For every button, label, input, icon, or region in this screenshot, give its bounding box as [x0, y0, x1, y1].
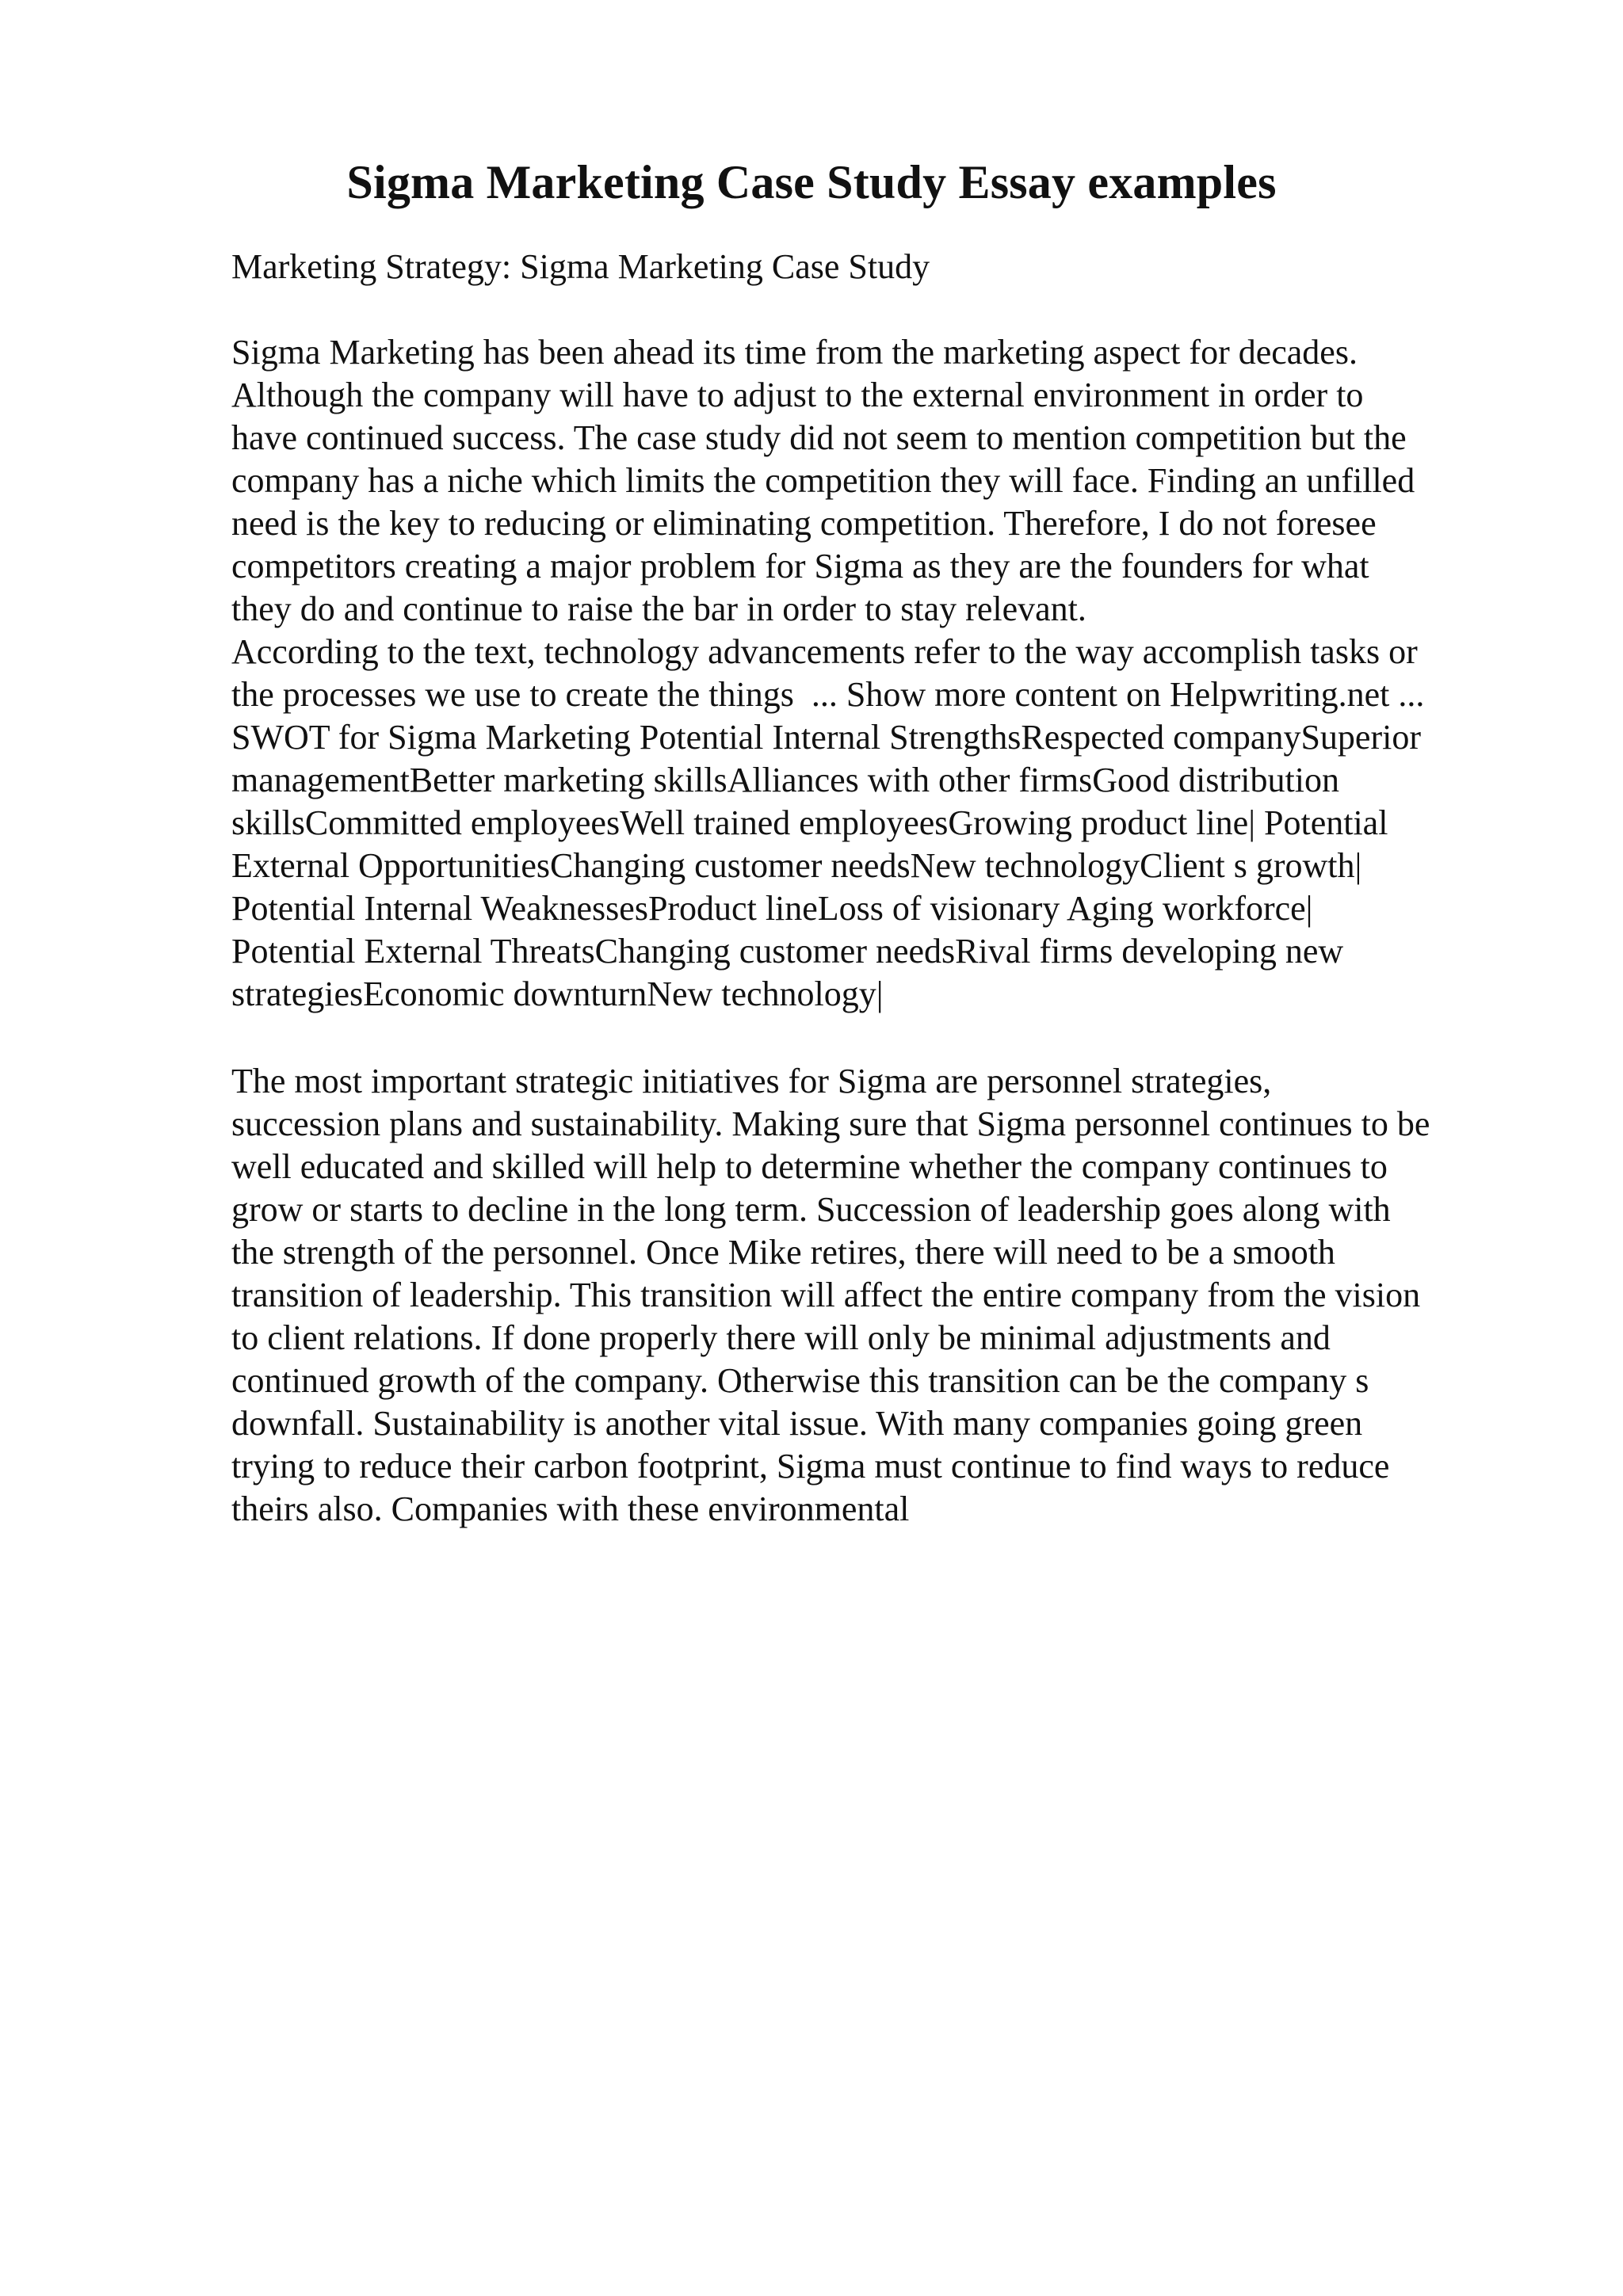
text-line: competitors creating a major problem for Sigma as they are the founders for what: [231, 547, 1369, 585]
paragraph-intro: [231, 331, 1515, 1016]
text-line: continued growth of the company. Otherwise this transition can be the company s: [231, 1361, 1369, 1400]
text-line: strategiesEconomic downturnNew technology|: [231, 974, 884, 1013]
document-subtitle: Marketing Strategy: Sigma Marketing Case Study: [231, 247, 930, 286]
text-line: downfall. Sustainability is another vital issue. With many companies going green: [231, 1404, 1363, 1443]
document-title: Sigma Marketing Case Study Essay examples: [346, 156, 1277, 208]
text-line: External OpportunitiesChanging customer needsNew technologyClient s growth|: [231, 846, 1362, 885]
text-line: company has a niche which limits the competition they will face. Finding an unfilled: [231, 461, 1415, 500]
text-line: trying to reduce their carbon footprint, Sigma must continue to find ways to reduce: [231, 1447, 1390, 1486]
text-line: Sigma Marketing has been ahead its time from the marketing aspect for decades.: [231, 333, 1358, 372]
text-line: the processes we use to create the things ... Show more content on Helpwriting.net ...: [231, 675, 1425, 714]
text-line: managementBetter marketing skillsAlliances with other firmsGood distribution: [231, 761, 1339, 799]
text-line: have continued success. The case study did not seem to mention competition but the: [231, 418, 1407, 457]
text-line: need is the key to reducing or eliminating competition. Therefore, I do not foresee: [231, 504, 1377, 543]
paragraph-initiatives: [231, 1060, 1515, 1531]
text-line: Although the company will have to adjust to the external environment in order to: [231, 376, 1364, 414]
text-line: According to the text, technology advancements refer to the way accomplish tasks or: [231, 632, 1418, 671]
text-line: The most important strategic initiatives for Sigma are personnel strategies,: [231, 1062, 1272, 1100]
text-line: Potential Internal WeaknessesProduct lineLoss of visionary Aging workforce|: [231, 889, 1313, 928]
text-line: transition of leadership. This transition will affect the entire company from the vision: [231, 1276, 1421, 1314]
text-line: to client relations. If done properly there will only be minimal adjustments and: [231, 1318, 1331, 1357]
text-line: succession plans and sustainability. Making sure that Sigma personnel continues to be: [231, 1104, 1430, 1143]
text-line: they do and continue to raise the bar in order to stay relevant.: [231, 589, 1086, 628]
text-line: well educated and skilled will help to determine whether the company continues to: [231, 1147, 1388, 1186]
text-line: the strength of the personnel. Once Mike retires, there will need to be a smooth: [231, 1233, 1335, 1272]
text-line: SWOT for Sigma Marketing Potential Internal StrengthsRespected companySuperior: [231, 718, 1421, 757]
text-line: grow or starts to decline in the long term. Succession of leadership goes along with: [231, 1190, 1391, 1229]
text-line: theirs also. Companies with these environmental: [231, 1489, 910, 1528]
text-line: Potential External ThreatsChanging customer needsRival firms developing new: [231, 932, 1344, 971]
text-line: skillsCommitted employeesWell trained employeesGrowing product line| Potential: [231, 803, 1388, 842]
